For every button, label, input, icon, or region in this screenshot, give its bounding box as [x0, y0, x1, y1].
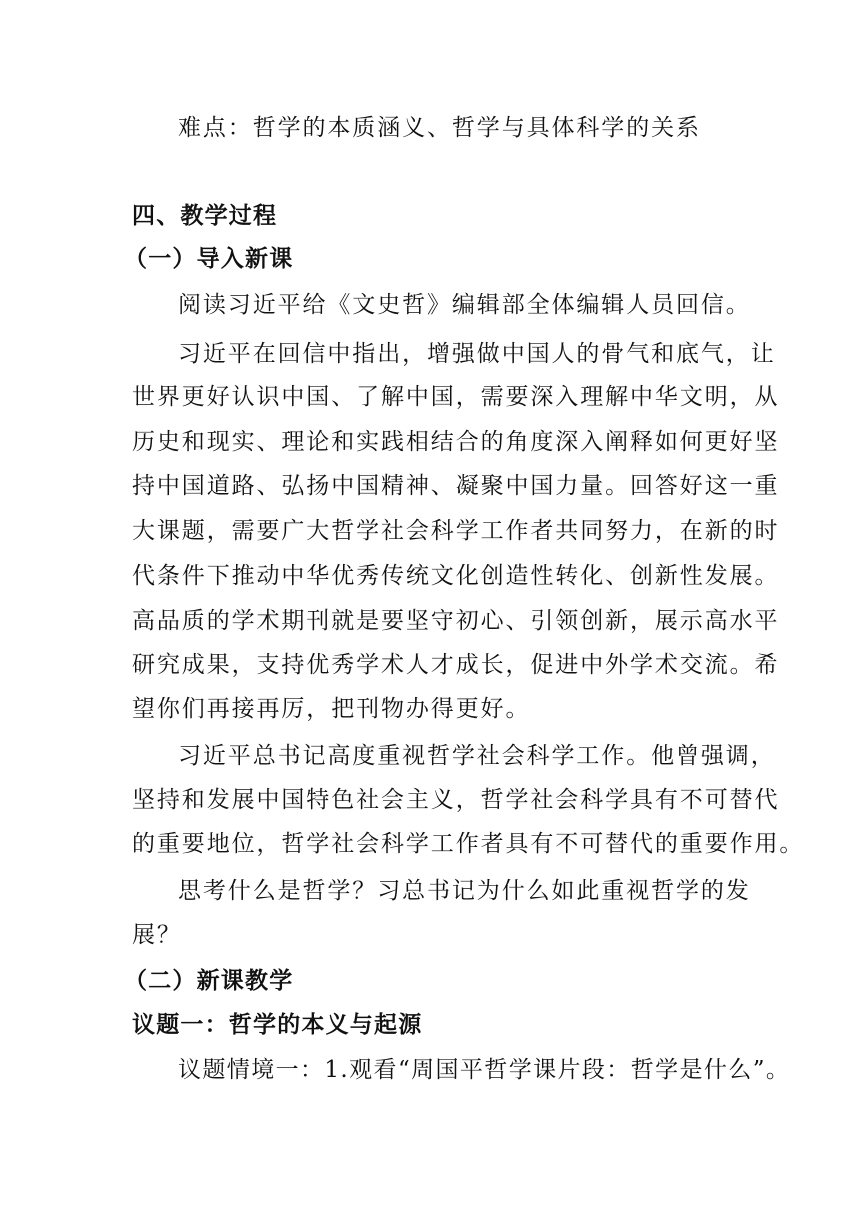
paragraph-line: 阅读习近平给《文史哲》编辑部全体编辑人员回信。	[178, 292, 751, 318]
paragraph-line: 展？	[132, 922, 182, 948]
subsection-heading-new-lesson: （二）新课教学	[124, 968, 294, 994]
paragraph-line: 研究成果，支持优秀学术人才成长，促进中外学术交流。希	[132, 652, 780, 678]
paragraph-line: 大课题，需要广大哲学社会科学工作者共同努力，在新的时	[132, 518, 780, 544]
subsection-heading-introduction: （一）导入新课	[124, 246, 294, 272]
paragraph-line: 的重要地位，哲学社会科学工作者具有不可替代的重要作用。	[132, 831, 805, 857]
section-heading-teaching-process: 四、教学过程	[132, 203, 278, 229]
paragraph-line: 历史和现实、理论和实践相结合的角度深入阐释如何更好坚	[132, 429, 780, 455]
difficulty-line: 难点：哲学的本质涵义、哲学与具体科学的关系	[178, 115, 701, 141]
paragraph-line: 坚持和发展中国特色社会主义，哲学社会科学具有不可替代	[132, 787, 780, 813]
paragraph-line: 代条件下推动中华优秀传统文化创造性转化、创新性发展。	[132, 563, 780, 589]
paragraph-line: 持中国道路、弘扬中国精神、凝聚中国力量。回答好这一重	[132, 473, 780, 499]
paragraph-line: 世界更好认识中国、了解中国，需要深入理解中华文明，从	[132, 384, 780, 410]
paragraph-line: 议题情境一：1.观看“周国平哲学课片段：哲学是什么”。	[178, 1057, 791, 1083]
topic-heading-one: 议题一：哲学的本义与起源	[132, 1012, 423, 1038]
paragraph-line: 习近平总书记高度重视哲学社会科学工作。他曾强调，	[178, 743, 776, 769]
paragraph-line: 思考什么是哲学？习总书记为什么如此重视哲学的发	[178, 878, 751, 904]
paragraph-line: 习近平在回信中指出，增强做中国人的骨气和底气，让	[178, 341, 776, 367]
paragraph-line: 望你们再接再厉，把刊物办得更好。	[132, 696, 531, 722]
paragraph-line: 高品质的学术期刊就是要坚守初心、引领创新，展示高水平	[132, 608, 780, 634]
